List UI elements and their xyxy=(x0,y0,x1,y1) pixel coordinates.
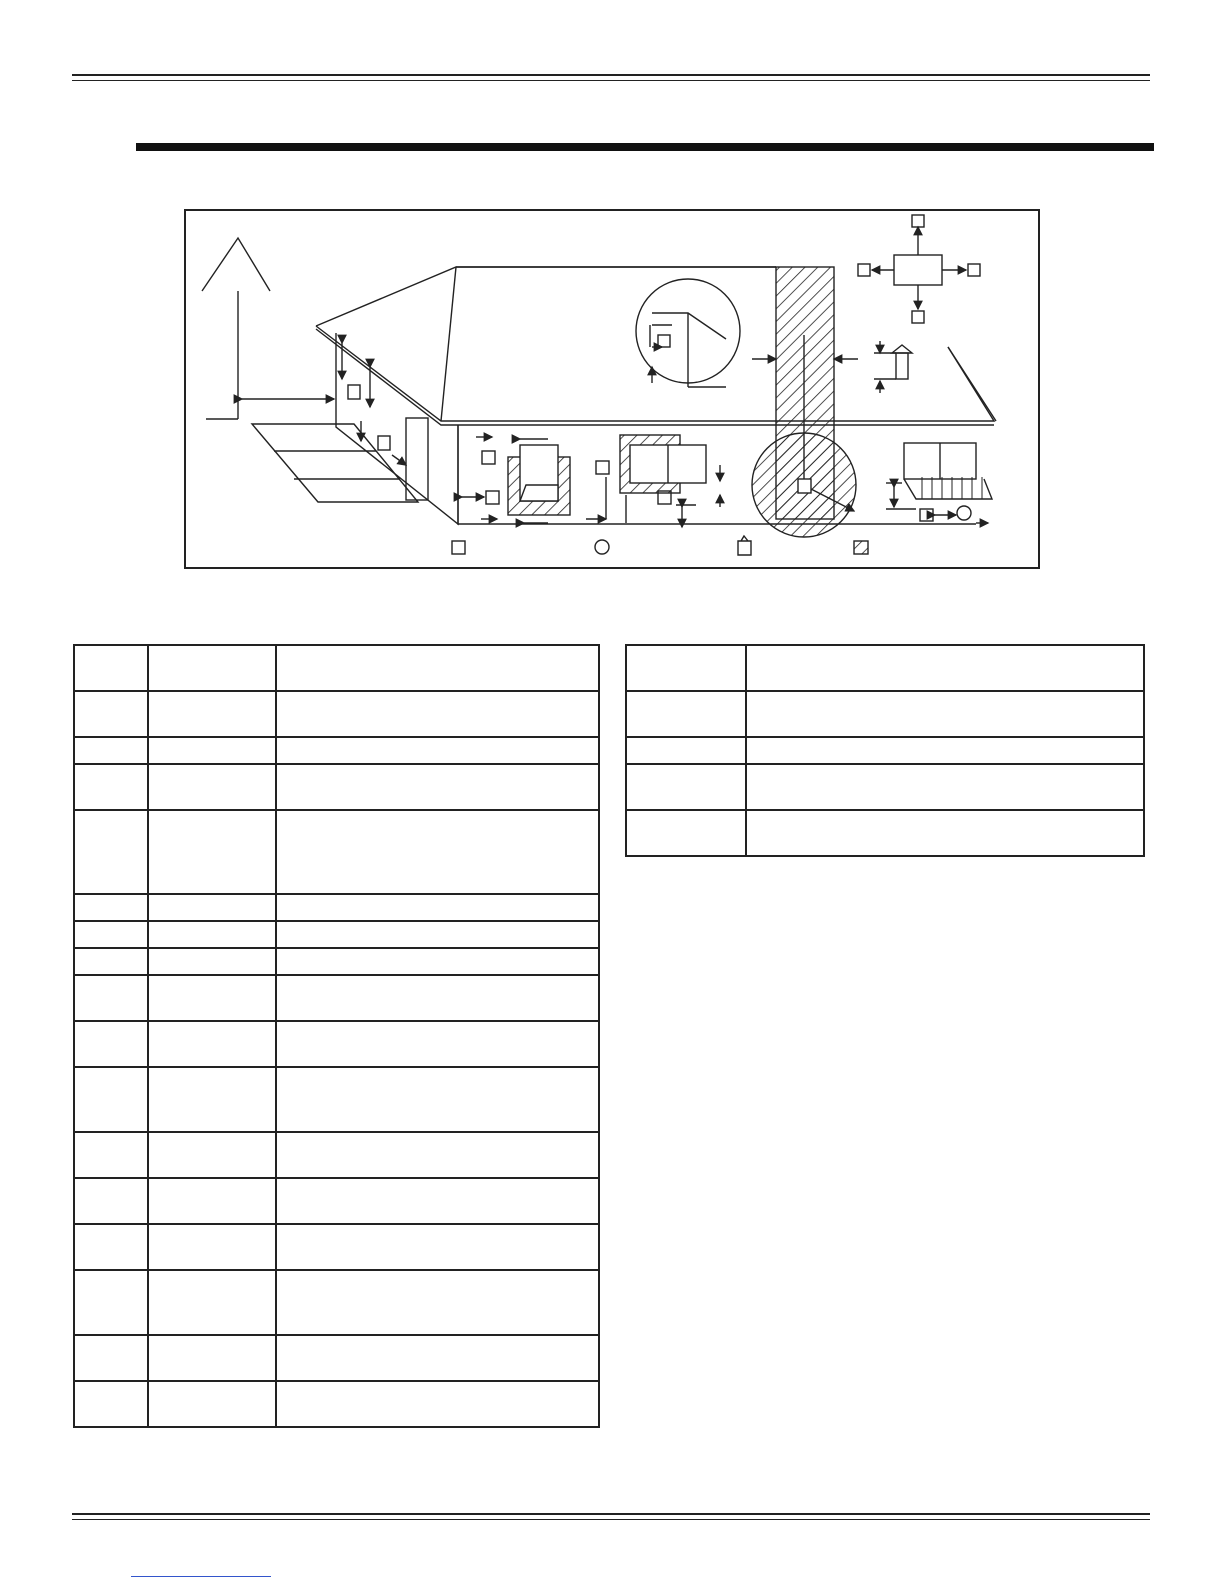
table-cell xyxy=(276,1224,599,1270)
table-cell xyxy=(148,1132,276,1178)
table-cell xyxy=(148,1224,276,1270)
table-cell xyxy=(148,691,276,737)
table-cell xyxy=(148,1381,276,1427)
table-cell xyxy=(74,691,148,737)
footer-rule-bottom xyxy=(72,1519,1150,1520)
legend-square-icon xyxy=(452,541,465,554)
table-row xyxy=(74,1270,599,1335)
table-cell xyxy=(148,1021,276,1067)
clearance-table-left xyxy=(73,644,600,1428)
table-row xyxy=(74,1132,599,1178)
table-cell xyxy=(276,737,599,764)
table-cell xyxy=(74,764,148,810)
table-cell xyxy=(148,1067,276,1132)
table-cell xyxy=(626,810,746,856)
legend-padlock-icon xyxy=(738,536,751,555)
footer-rule-top xyxy=(72,1513,1150,1515)
table-cell xyxy=(276,975,599,1021)
table-cell xyxy=(74,1335,148,1381)
table-cell xyxy=(74,948,148,975)
table-row xyxy=(74,645,599,691)
table-cell xyxy=(746,764,1144,810)
table-cell xyxy=(74,645,148,691)
table-cell xyxy=(148,645,276,691)
table-cell xyxy=(74,737,148,764)
table-cell xyxy=(276,1067,599,1132)
table-cell xyxy=(74,975,148,1021)
header-rule-top xyxy=(72,74,1150,76)
table-cell xyxy=(74,1067,148,1132)
house-illustration xyxy=(186,211,1038,567)
table-row xyxy=(74,764,599,810)
legend-hatched-icon xyxy=(854,541,868,554)
table-row xyxy=(626,810,1144,856)
table-cell xyxy=(276,1270,599,1335)
table-cell xyxy=(74,810,148,894)
table-cell xyxy=(74,894,148,921)
table-cell xyxy=(74,1021,148,1067)
table-row xyxy=(626,691,1144,737)
table-cell xyxy=(276,921,599,948)
table-row xyxy=(74,1335,599,1381)
table-cell xyxy=(148,764,276,810)
table-cell xyxy=(148,810,276,894)
table-row xyxy=(74,1021,599,1067)
table-cell xyxy=(276,1132,599,1178)
footer-link-underline[interactable] xyxy=(131,1576,271,1577)
header-rule-bottom xyxy=(72,80,1150,81)
table-row xyxy=(74,1067,599,1132)
table-cell xyxy=(626,645,746,691)
vent-clearance-diagram xyxy=(184,209,1040,569)
table-cell xyxy=(74,1178,148,1224)
table-cell xyxy=(74,1224,148,1270)
table-cell xyxy=(276,894,599,921)
table-cell xyxy=(276,1021,599,1067)
table-cell xyxy=(74,1381,148,1427)
table-row xyxy=(74,975,599,1021)
table-cell xyxy=(74,921,148,948)
table-cell xyxy=(746,645,1144,691)
table-cell xyxy=(276,1381,599,1427)
table-cell xyxy=(74,1270,148,1335)
table-row xyxy=(626,764,1144,810)
table-cell xyxy=(148,1270,276,1335)
table-row xyxy=(74,1178,599,1224)
table-cell xyxy=(276,645,599,691)
clearance-table-right xyxy=(625,644,1145,857)
table-row xyxy=(74,894,599,921)
table-cell xyxy=(148,1178,276,1224)
section-title-bar xyxy=(136,143,1154,151)
table-cell xyxy=(276,1335,599,1381)
table-cell xyxy=(746,737,1144,764)
table-cell xyxy=(74,1132,148,1178)
table-cell xyxy=(626,691,746,737)
table-cell xyxy=(148,921,276,948)
table-row xyxy=(74,1224,599,1270)
table-cell xyxy=(276,764,599,810)
table-cell xyxy=(148,1335,276,1381)
table-row xyxy=(74,810,599,894)
table-cell xyxy=(276,691,599,737)
table-row xyxy=(74,691,599,737)
table-row xyxy=(74,948,599,975)
table-cell xyxy=(746,810,1144,856)
table-cell xyxy=(276,1178,599,1224)
table-cell xyxy=(148,894,276,921)
table-cell xyxy=(746,691,1144,737)
table-cell xyxy=(148,948,276,975)
table-cell xyxy=(276,810,599,894)
table-row xyxy=(74,1381,599,1427)
table-cell xyxy=(626,764,746,810)
table-cell xyxy=(276,948,599,975)
table-cell xyxy=(148,975,276,1021)
table-cell xyxy=(148,737,276,764)
table-row xyxy=(626,737,1144,764)
table-row xyxy=(626,645,1144,691)
legend-circle-icon xyxy=(595,540,609,554)
table-row xyxy=(74,737,599,764)
table-cell xyxy=(626,737,746,764)
table-row xyxy=(74,921,599,948)
